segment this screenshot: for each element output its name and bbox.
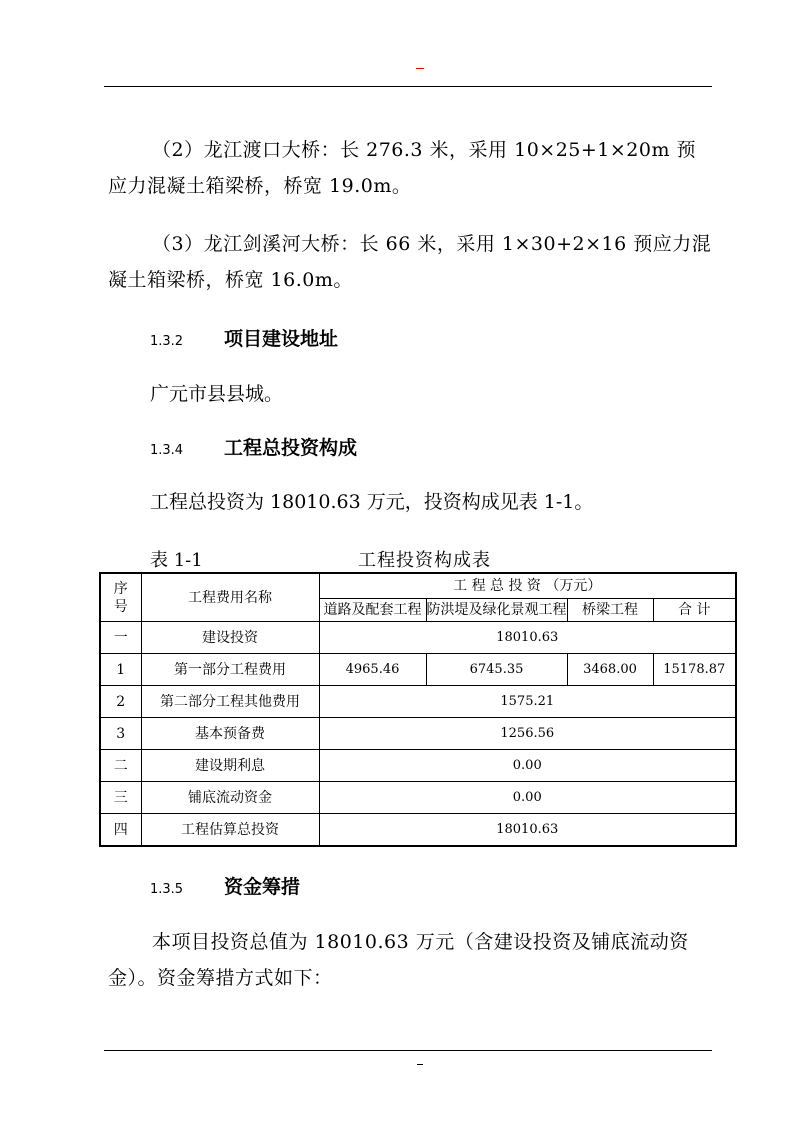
section-number: 1.3.5 xyxy=(150,882,184,897)
table-row xyxy=(100,718,736,750)
paragraph-funding: 本项目投资总值为 18010.63 万元（含建设投资及铺底流动资金）。资金筹措方式如下： xyxy=(108,931,689,989)
row-name: 基本预备费 xyxy=(141,718,319,750)
row-name: 建设期利息 xyxy=(141,750,319,782)
row-name: 第二部分工程其他费用 xyxy=(141,686,319,718)
row-value-total: 15178.87 xyxy=(653,654,736,686)
row-value: 0.00 xyxy=(319,782,736,814)
section-heading-1-3-5 xyxy=(150,874,300,903)
row-value: 1575.21 xyxy=(319,686,736,718)
row-value: 0.00 xyxy=(319,750,736,782)
table-row xyxy=(100,814,736,847)
table-caption-title: 工程投资构成表 xyxy=(358,550,491,571)
subheader-road: 道路及配套工程 xyxy=(319,599,426,622)
row-value: 18010.63 xyxy=(319,622,736,654)
row-seq: 2 xyxy=(100,686,141,718)
row-seq: 四 xyxy=(100,814,141,847)
paragraph-longjiang-ferry-bridge: （2）龙江渡口大桥：长 276.3 米，采用 10×25+1×20m 预应力混凝土箱梁桥，桥宽 19.0m。 xyxy=(108,139,697,197)
header-rule xyxy=(104,86,712,87)
row-seq: 一 xyxy=(100,622,141,654)
section-title: 项目建设地址 xyxy=(224,328,339,350)
section-number: 1.3.2 xyxy=(150,334,184,349)
table-row xyxy=(100,686,736,718)
row-seq: 三 xyxy=(100,782,141,814)
subheader-bridge: 桥梁工程 xyxy=(567,599,653,622)
row-name: 第一部分工程费用 xyxy=(141,654,319,686)
paragraph-invest-summary: 工程总投资为 18010.63 万元，投资构成见表 1-1。 xyxy=(150,491,594,513)
row-seq: 3 xyxy=(100,718,141,750)
table-row xyxy=(100,782,736,814)
table-caption-number: 表 1-1 xyxy=(150,550,203,571)
footer-mark xyxy=(417,1064,423,1065)
row-name: 建设投资 xyxy=(141,622,319,654)
paragraph-jianxi-river-bridge: （3）龙江剑溪河大桥：长 66 米，采用 1×30+2×16 预应力混凝土箱梁桥，桥宽 16.0m。 xyxy=(108,233,712,291)
header-name: 工程费用名称 xyxy=(141,573,319,622)
row-seq: 二 xyxy=(100,750,141,782)
header-seq: 序号 xyxy=(100,573,141,622)
header-mark xyxy=(416,68,424,69)
footer-rule xyxy=(104,1050,712,1051)
section-heading-1-3-2 xyxy=(150,326,338,355)
row-seq: 1 xyxy=(100,654,141,686)
row-value-bridge: 3468.00 xyxy=(567,654,653,686)
row-value-flood: 6745.35 xyxy=(426,654,567,686)
subheader-flood-landscape: 防洪堤及绿化景观工程 xyxy=(426,599,567,622)
section-title: 工程总投资构成 xyxy=(224,437,358,459)
row-value-road: 4965.46 xyxy=(319,654,426,686)
row-name: 工程估算总投资 xyxy=(141,814,319,847)
investment-table xyxy=(99,572,737,847)
row-value: 18010.63 xyxy=(319,814,736,847)
row-value: 1256.56 xyxy=(319,718,736,750)
section-title: 资金筹措 xyxy=(224,876,301,898)
section-number: 1.3.4 xyxy=(150,443,184,458)
row-name: 铺底流动资金 xyxy=(141,782,319,814)
paragraph-address: 广元市县县城。 xyxy=(150,383,284,405)
table-row xyxy=(100,654,736,686)
table-row xyxy=(100,622,736,654)
subheader-total: 合 计 xyxy=(653,599,736,622)
table-row xyxy=(100,750,736,782)
section-heading-1-3-4 xyxy=(150,435,357,464)
header-total-investment: 工 程 总 投 资 （万元） xyxy=(319,573,736,599)
